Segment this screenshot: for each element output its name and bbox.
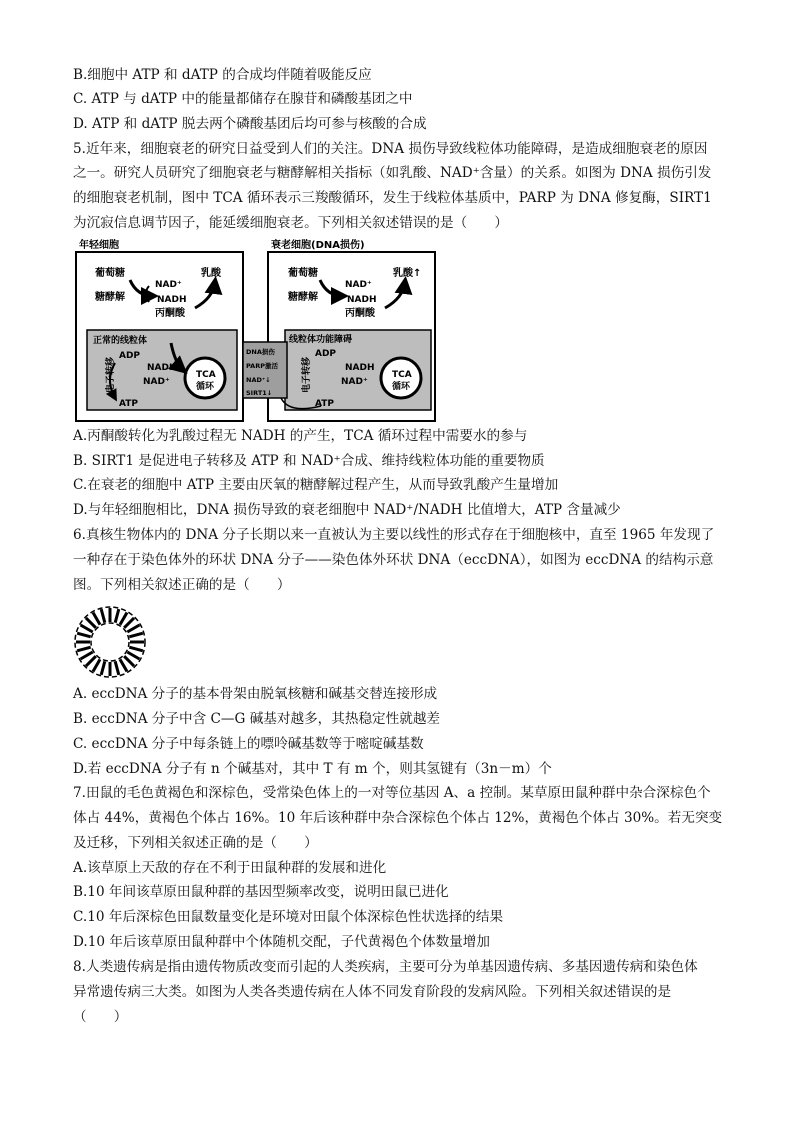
option-d-q4: D. ATP 和 dATP 脱去两个磷酸基团后均可参与核酸的合成 bbox=[73, 116, 427, 132]
q7-option-c: C.10 年后深棕色田鼠数量变化是环境对田鼠个体深棕色性状选择的结果 bbox=[73, 909, 504, 925]
q5-option-d: D.与年轻细胞相比，DNA 损伤导致的衰老细胞中 NAD⁺/NADH 比值增大，ATP 含量减少 bbox=[73, 502, 621, 518]
svg-text:循环: 循环 bbox=[392, 382, 411, 392]
svg-text:葡萄糖: 葡萄糖 bbox=[95, 268, 125, 279]
svg-text:循环: 循环 bbox=[196, 382, 215, 392]
svg-text:ATP: ATP bbox=[119, 399, 139, 409]
svg-text:乳酸↑: 乳酸↑ bbox=[393, 268, 422, 279]
q5-option-c: C.在衰老的细胞中 ATP 主要由厌氧的糖酵解过程产生，从而导致乳酸产生量增加 bbox=[73, 477, 559, 493]
svg-text:丙酮酸: 丙酮酸 bbox=[345, 308, 375, 319]
q7-stem-line-2: 体占 44%，黄褐色个体占 16%。10 年后该种群中杂合深棕色个体占 12%，黄褐色个体占 30%。若无突变 bbox=[73, 810, 723, 826]
svg-text:糖酵解: 糖酵解 bbox=[95, 292, 125, 303]
q6-option-c: C. eccDNA 分子中每条链上的嘌呤碱基数等于嘧啶碱基数 bbox=[73, 736, 424, 752]
svg-text:糖酵解: 糖酵解 bbox=[288, 292, 318, 303]
q5-stem-line-4: 为沉寂信息调节因子，能延缓细胞衰老。下列相关叙述错误的是（ ） bbox=[73, 215, 508, 231]
q6-option-a: A. eccDNA 分子的基本骨架由脱氧核糖和碱基交替连接形成 bbox=[73, 686, 438, 702]
svg-text:NAD⁺↓: NAD⁺↓ bbox=[246, 376, 271, 384]
base-pair-rung bbox=[86, 618, 96, 628]
base-pair-rung bbox=[120, 613, 127, 625]
svg-text:乳酸: 乳酸 bbox=[201, 268, 221, 279]
svg-text:NAD⁺: NAD⁺ bbox=[155, 280, 182, 290]
base-pair-rung bbox=[86, 656, 96, 666]
base-pair-rung bbox=[93, 613, 100, 625]
svg-text:电子转移: 电子转移 bbox=[106, 356, 116, 393]
q6-stem-line-3: 图。下列相关叙述正确的是（ ） bbox=[73, 577, 291, 593]
svg-text:NAD⁺: NAD⁺ bbox=[143, 377, 170, 387]
option-c-q4: C. ATP 与 dATP 中的能量都储存在腺苷和磷酸基团之中 bbox=[73, 91, 413, 107]
q8-stem-line-1: 8.人类遗传病是指由遗传物质改变而引起的人类疾病，主要可分为单基因遗传病、多基因遗传病和染色体 bbox=[73, 959, 698, 975]
svg-text:NADH: NADH bbox=[147, 363, 177, 373]
base-pair-rung bbox=[77, 647, 91, 651]
svg-text:ADP: ADP bbox=[315, 349, 337, 359]
base-pair-rung bbox=[124, 656, 134, 666]
svg-text:NAD⁺: NAD⁺ bbox=[345, 280, 372, 290]
q7-option-a: A.该草原上天敌的存在不利于田鼠种群的发展和进化 bbox=[73, 860, 387, 876]
q6-option-d: D.若 eccDNA 分子有 n 个碱基对，其中 T 有 m 个，则其氢键有（3n－m）个 bbox=[73, 761, 552, 777]
eccdna-ring-diagram bbox=[72, 605, 148, 679]
q8-stem-line-2: 异常遗传病三大类。如图为人类各类遗传病在人体不同发育阶段的发病风险。下列相关叙述错误的是 bbox=[73, 984, 672, 1000]
option-b-q4: B.细胞中 ATP 和 dATP 的合成均伴随着吸能反应 bbox=[73, 67, 372, 83]
svg-text:TCA: TCA bbox=[392, 370, 412, 380]
q5-option-b: B. SIRT1 是促进电子转移及 ATP 和 NAD⁺合成、维持线粒体功能的重要物质 bbox=[73, 453, 545, 469]
svg-text:线粒体功能障碍: 线粒体功能障碍 bbox=[289, 335, 353, 345]
q6-option-b: B. eccDNA 分子中含 C—G 碱基对越多，其热稳定性就越差 bbox=[73, 711, 441, 727]
svg-text:葡萄糖: 葡萄糖 bbox=[288, 268, 318, 279]
q5-stem-line-3: 的细胞衰老机制，图中 TCA 循环表示三羧酸循环，发生于线粒体基质中，PARP 为 DNA 修复酶，SIRT1 bbox=[73, 190, 712, 206]
q7-option-d: D.10 年后该草原田鼠种群中个体随机交配，子代黄褐色个体数量增加 bbox=[73, 934, 490, 950]
svg-text:电子转移: 电子转移 bbox=[302, 356, 312, 393]
svg-text:NADH: NADH bbox=[347, 295, 377, 305]
svg-text:SIRT1↓: SIRT1↓ bbox=[246, 389, 273, 397]
base-pair-rung bbox=[120, 659, 127, 671]
q7-stem-line-3: 及迁移，下列相关叙述正确的是（ ） bbox=[73, 835, 318, 851]
base-pair-rung bbox=[129, 633, 143, 637]
base-pair-rung bbox=[77, 633, 91, 637]
base-pair-rung bbox=[115, 609, 119, 623]
svg-text:NADH: NADH bbox=[157, 295, 187, 305]
q7-option-b: B.10 年间该草原田鼠种群的基因型频率改变，说明田鼠已进化 bbox=[73, 884, 449, 900]
q6-stem-line-1: 6.真核生物体内的 DNA 分子长期以来一直被认为主要以线性的形式存在于细胞核中，直至 1965 年发现了 bbox=[73, 527, 715, 543]
base-pair-rung bbox=[127, 625, 139, 632]
svg-text:NAD⁺: NAD⁺ bbox=[341, 377, 368, 387]
q8-stem-line-3: （ ） bbox=[73, 1009, 128, 1025]
q5-stem-line-1: 5.近年来，细胞衰老的研究日益受到人们的关注。DNA 损伤导致线粒体功能障碍，是造成细胞衰老的原因 bbox=[73, 141, 708, 157]
base-pair-rung bbox=[129, 647, 143, 651]
base-pair-rung bbox=[124, 618, 134, 628]
svg-text:ATP: ATP bbox=[315, 399, 335, 409]
aging-cell-title: 衰老细胞(DNA损伤) bbox=[271, 240, 365, 251]
svg-text:正常的线粒体: 正常的线粒体 bbox=[93, 336, 148, 346]
dna-strand bbox=[91, 623, 129, 661]
base-pair-rung bbox=[127, 652, 139, 659]
base-pair-rung bbox=[81, 625, 93, 632]
q5-stem-line-2: 之一。研究人员研究了细胞衰老与糖酵解相关指标（如乳酸、NAD⁺含量）的关系。如图为 DNA 损伤引发 bbox=[73, 165, 712, 181]
young-cell-title: 年轻细胞 bbox=[79, 240, 119, 251]
base-pair-rung bbox=[101, 661, 105, 675]
svg-text:丙酮酸: 丙酮酸 bbox=[155, 308, 185, 319]
q6-stem-line-2: 一种存在于染色体外的环状 DNA 分子——染色体外环状 DNA（eccDNA），如图为 eccDNA 的结构示意 bbox=[73, 552, 714, 568]
svg-text:NADH: NADH bbox=[345, 363, 375, 373]
svg-text:DNA损伤: DNA损伤 bbox=[246, 348, 275, 356]
base-pair-rung bbox=[93, 659, 100, 671]
base-pair-rung bbox=[101, 609, 105, 623]
base-pair-rung bbox=[81, 652, 93, 659]
svg-text:PARP激活: PARP激活 bbox=[246, 362, 278, 370]
cell-aging-diagram bbox=[75, 238, 437, 422]
q7-stem-line-1: 7.田鼠的毛色黄褐色和深棕色，受常染色体上的一对等位基因 A、a 控制。某草原田鼠种群中杂合深棕色个 bbox=[73, 785, 711, 801]
q5-option-a: A.丙酮酸转化为乳酸过程无 NADH 的产生，TCA 循环过程中需要水的参与 bbox=[73, 428, 528, 444]
svg-text:ADP: ADP bbox=[119, 351, 141, 361]
svg-text:TCA: TCA bbox=[196, 370, 216, 380]
base-pair-rung bbox=[115, 661, 119, 675]
